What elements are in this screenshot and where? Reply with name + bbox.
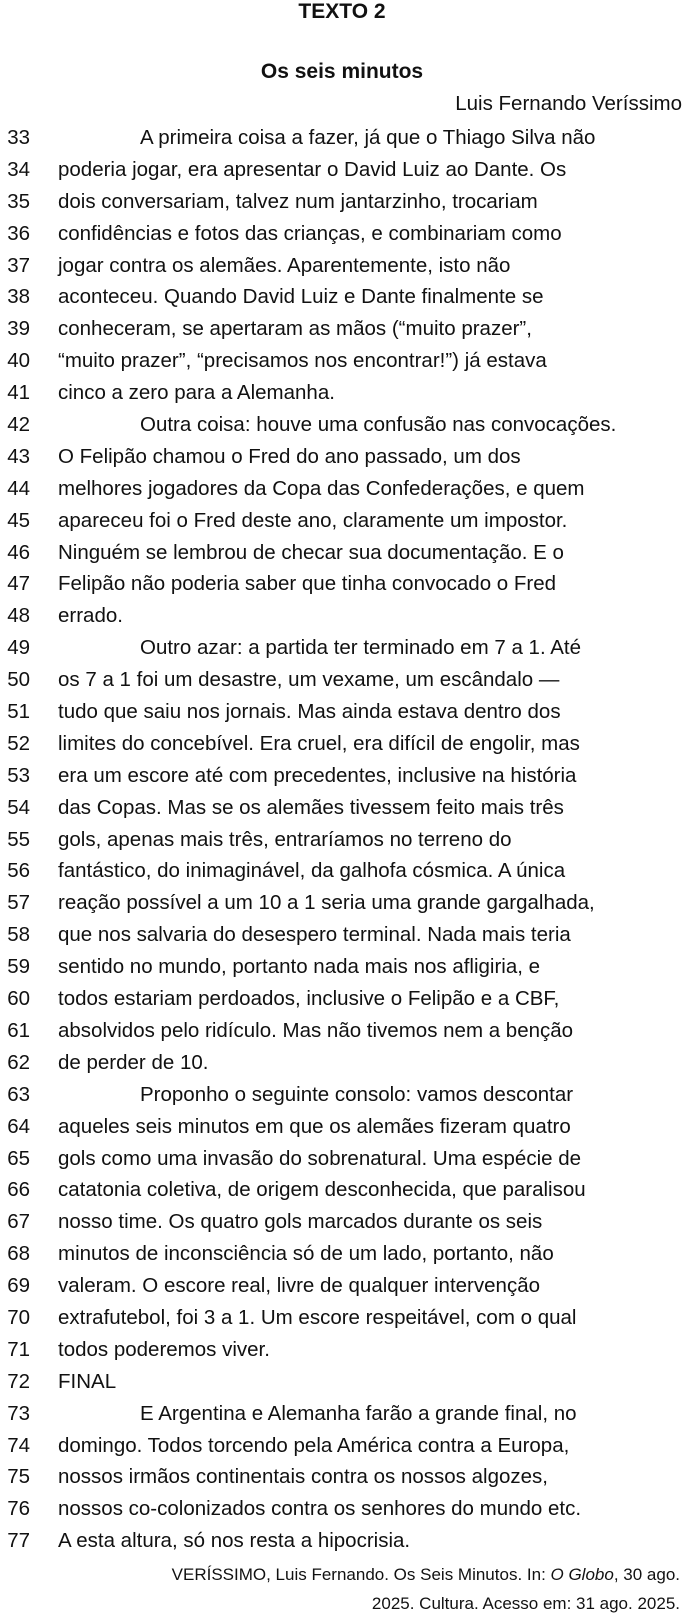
line-number: 60: [7, 987, 30, 1011]
line-number: 63: [7, 1082, 30, 1106]
line-text: dois conversariam, talvez num jantarzinho, trocariam: [58, 189, 538, 213]
line-number: 69: [7, 1274, 30, 1298]
text-line: [0, 345, 700, 377]
text-line: [0, 1111, 700, 1143]
line-number: 72: [7, 1369, 30, 1393]
line-number: 44: [7, 476, 30, 500]
line-number: 64: [7, 1114, 30, 1138]
line-text: todos poderemos viver.: [58, 1337, 270, 1361]
section-label: TEXTO 2: [298, 0, 386, 23]
line-number: 35: [7, 189, 30, 213]
line-number: 38: [7, 285, 30, 309]
text-line: [0, 1270, 700, 1302]
line-number: 37: [7, 253, 30, 277]
text-line: [0, 505, 700, 537]
text-line: [0, 824, 700, 856]
line-text: aconteceu. Quando David Luiz e Dante finalmente se: [58, 285, 544, 309]
line-number: 33: [7, 126, 30, 149]
line-text: poderia jogar, era apresentar o David Luiz ao Dante. Os: [58, 157, 567, 181]
text-line: [0, 664, 700, 696]
text-line: [0, 281, 700, 313]
text-line: [0, 1174, 700, 1206]
line-text: nosso time. Os quatro gols marcados durante os seis: [58, 1210, 543, 1234]
text-line: [0, 1047, 700, 1079]
line-text: tudo que saiu nos jornais. Mas ainda estava dentro dos: [58, 700, 561, 724]
line-text: reação possível a um 10 a 1 seria uma grande gargalhada,: [58, 891, 595, 915]
line-text: absolvidos pelo ridículo. Mas não tivemos nem a benção: [58, 1018, 574, 1042]
text-line: [0, 855, 700, 887]
text-line: [0, 218, 700, 250]
text-line: [0, 377, 700, 409]
line-text: minutos de inconsciência só de um lado, portanto, não: [58, 1242, 554, 1266]
text-line: [0, 1206, 700, 1238]
line-number: 45: [7, 508, 30, 532]
line-number: 42: [7, 413, 30, 437]
citation-line-2: 2025. Cultura. Acesso em: 31 ago. 2025.: [371, 1594, 680, 1613]
text-line: [0, 887, 700, 919]
line-number: 61: [7, 1018, 30, 1042]
line-number: 73: [7, 1401, 30, 1425]
text-line: [0, 409, 700, 441]
line-text: FINAL: [58, 1369, 117, 1393]
line-number: 49: [7, 636, 30, 660]
line-text: Ninguém se lembrou de checar sua documentação. E o: [58, 540, 564, 564]
line-text: nossos co-colonizados contra os senhores do mundo etc.: [58, 1497, 582, 1521]
text-line: [0, 760, 700, 792]
text-line: [0, 1493, 700, 1525]
line-text: cinco a zero para a Alemanha.: [58, 381, 335, 405]
line-number: 50: [7, 668, 30, 692]
text-line: [0, 983, 700, 1015]
text-line: [0, 632, 700, 664]
text-line: [0, 1079, 700, 1111]
line-number: 62: [7, 1050, 30, 1074]
line-text: Outro azar: a partida ter terminado em 7 a 1. Até: [140, 636, 581, 660]
text-line: [0, 441, 700, 473]
line-text: extrafutebol, foi 3 a 1. Um escore respeitável, com o qual: [58, 1305, 577, 1329]
line-number: 76: [7, 1497, 30, 1521]
text-line: [0, 1525, 700, 1557]
text-line: [0, 250, 700, 282]
line-text: domingo. Todos torcendo pela América contra a Europa,: [58, 1433, 570, 1457]
line-text: confidências e fotos das crianças, e combinariam como: [58, 221, 562, 245]
text-line: [0, 1461, 700, 1493]
line-text: Outra coisa: houve uma confusão nas convocações.: [140, 413, 617, 437]
text-line: [0, 1238, 700, 1270]
line-number: 59: [7, 955, 30, 979]
citation-publication: O Globo: [550, 1565, 614, 1584]
line-text: valeram. O escore real, livre de qualquer intervenção: [58, 1274, 540, 1298]
line-text: Felipão não poderia saber que tinha convocado o Fred: [58, 572, 557, 596]
text-line: [0, 122, 700, 154]
line-number: 54: [7, 795, 30, 819]
text-line: [0, 1302, 700, 1334]
line-text: E Argentina e Alemanha farão a grande final, no: [140, 1401, 577, 1425]
line-number: 57: [7, 891, 30, 915]
text-line: [0, 1015, 700, 1047]
line-number: 39: [7, 317, 30, 341]
line-text: catatonia coletiva, de origem desconhecida, que paralisou: [58, 1178, 586, 1202]
line-number: 75: [7, 1465, 30, 1489]
text-line: [0, 537, 700, 569]
line-number: 70: [7, 1305, 30, 1329]
text-line: [0, 696, 700, 728]
line-number: 71: [7, 1337, 30, 1361]
line-text: das Copas. Mas se os alemães tivessem feito mais três: [58, 795, 564, 819]
line-text: de perder de 10.: [58, 1050, 209, 1074]
text-line: [0, 728, 700, 760]
line-text: aqueles seis minutos em que os alemães fizeram quatro: [58, 1114, 571, 1138]
line-number: 58: [7, 923, 30, 947]
line-number: 46: [7, 540, 30, 564]
text-line: [0, 186, 700, 218]
text-line: [0, 568, 700, 600]
line-text: apareceu foi o Fred deste ano, claramente um impostor.: [58, 508, 568, 532]
text-line: [0, 1334, 700, 1366]
line-number: 36: [7, 221, 30, 245]
text-line: [0, 154, 700, 186]
line-text: todos estariam perdoados, inclusive o Felipão e a CBF,: [58, 987, 560, 1011]
citation-line-1: [40, 1560, 680, 1589]
line-text: Proponho o seguinte consolo: vamos descontar: [140, 1082, 574, 1106]
line-number: 51: [7, 700, 30, 724]
line-number: 67: [7, 1210, 30, 1234]
author-name: Luis Fernando Veríssimo: [455, 92, 682, 115]
line-number: 34: [7, 157, 30, 181]
text-line: [0, 473, 700, 505]
text-line: [0, 600, 700, 632]
line-text: gols, apenas mais três, entraríamos no terreno do: [58, 827, 512, 851]
line-number: 48: [7, 604, 30, 628]
citation-prefix: VERÍSSIMO, Luis Fernando. Os Seis Minutos. In:: [171, 1565, 551, 1584]
line-text: nossos irmãos continentais contra os nossos algozes,: [58, 1465, 548, 1489]
source-citation: [40, 1560, 680, 1618]
line-number: 40: [7, 349, 30, 373]
page-title: Os seis minutos: [260, 60, 424, 83]
line-number: 41: [7, 381, 30, 405]
line-text: melhores jogadores da Copa das Confederações, e quem: [58, 476, 585, 500]
line-text: jogar contra os alemães. Aparentemente, isto não: [58, 253, 511, 277]
line-text: conheceram, se apertaram as mãos (“muito prazer”,: [58, 317, 532, 341]
line-number: 74: [7, 1433, 30, 1457]
text-line: [0, 1366, 700, 1398]
line-number: 43: [7, 444, 30, 468]
line-text: que nos salvaria do desespero terminal. Nada mais teria: [58, 923, 571, 947]
line-number: 65: [7, 1146, 30, 1170]
line-number: 47: [7, 572, 30, 596]
line-text: “muito prazer”, “precisamos nos encontrar!”) já estava: [58, 349, 547, 373]
line-number: 66: [7, 1178, 30, 1202]
line-text: A esta altura, só nos resta a hipocrisia.: [58, 1529, 411, 1553]
line-text: limites do concebível. Era cruel, era difícil de engolir, mas: [58, 731, 580, 755]
citation-suffix: , 30 ago.: [613, 1565, 680, 1584]
line-number: 53: [7, 763, 30, 787]
line-number: 77: [7, 1529, 30, 1553]
line-number: 56: [7, 859, 30, 883]
line-text: A primeira coisa a fazer, já que o Thiago Silva não: [140, 126, 596, 149]
line-text: fantástico, do inimaginável, da galhofa cósmica. A única: [58, 859, 566, 883]
text-line: [0, 792, 700, 824]
line-text: errado.: [58, 604, 123, 628]
numbered-text-body: [0, 122, 700, 1557]
line-text: gols como uma invasão do sobrenatural. Uma espécie de: [58, 1146, 582, 1170]
text-line: [0, 951, 700, 983]
text-line: [0, 919, 700, 951]
text-line: [0, 313, 700, 345]
text-line: [0, 1398, 700, 1430]
line-number: 52: [7, 731, 30, 755]
line-number: 68: [7, 1242, 30, 1266]
line-text: sentido no mundo, portanto nada mais nos afligiria, e: [58, 955, 541, 979]
line-text: era um escore até com precedentes, inclusive na história: [58, 763, 577, 787]
line-text: os 7 a 1 foi um desastre, um vexame, um escândalo —: [58, 668, 560, 692]
text-line: [0, 1143, 700, 1175]
line-number: 55: [7, 827, 30, 851]
line-text: O Felipão chamou o Fred do ano passado, um dos: [58, 444, 521, 468]
text-line: [0, 1430, 700, 1462]
